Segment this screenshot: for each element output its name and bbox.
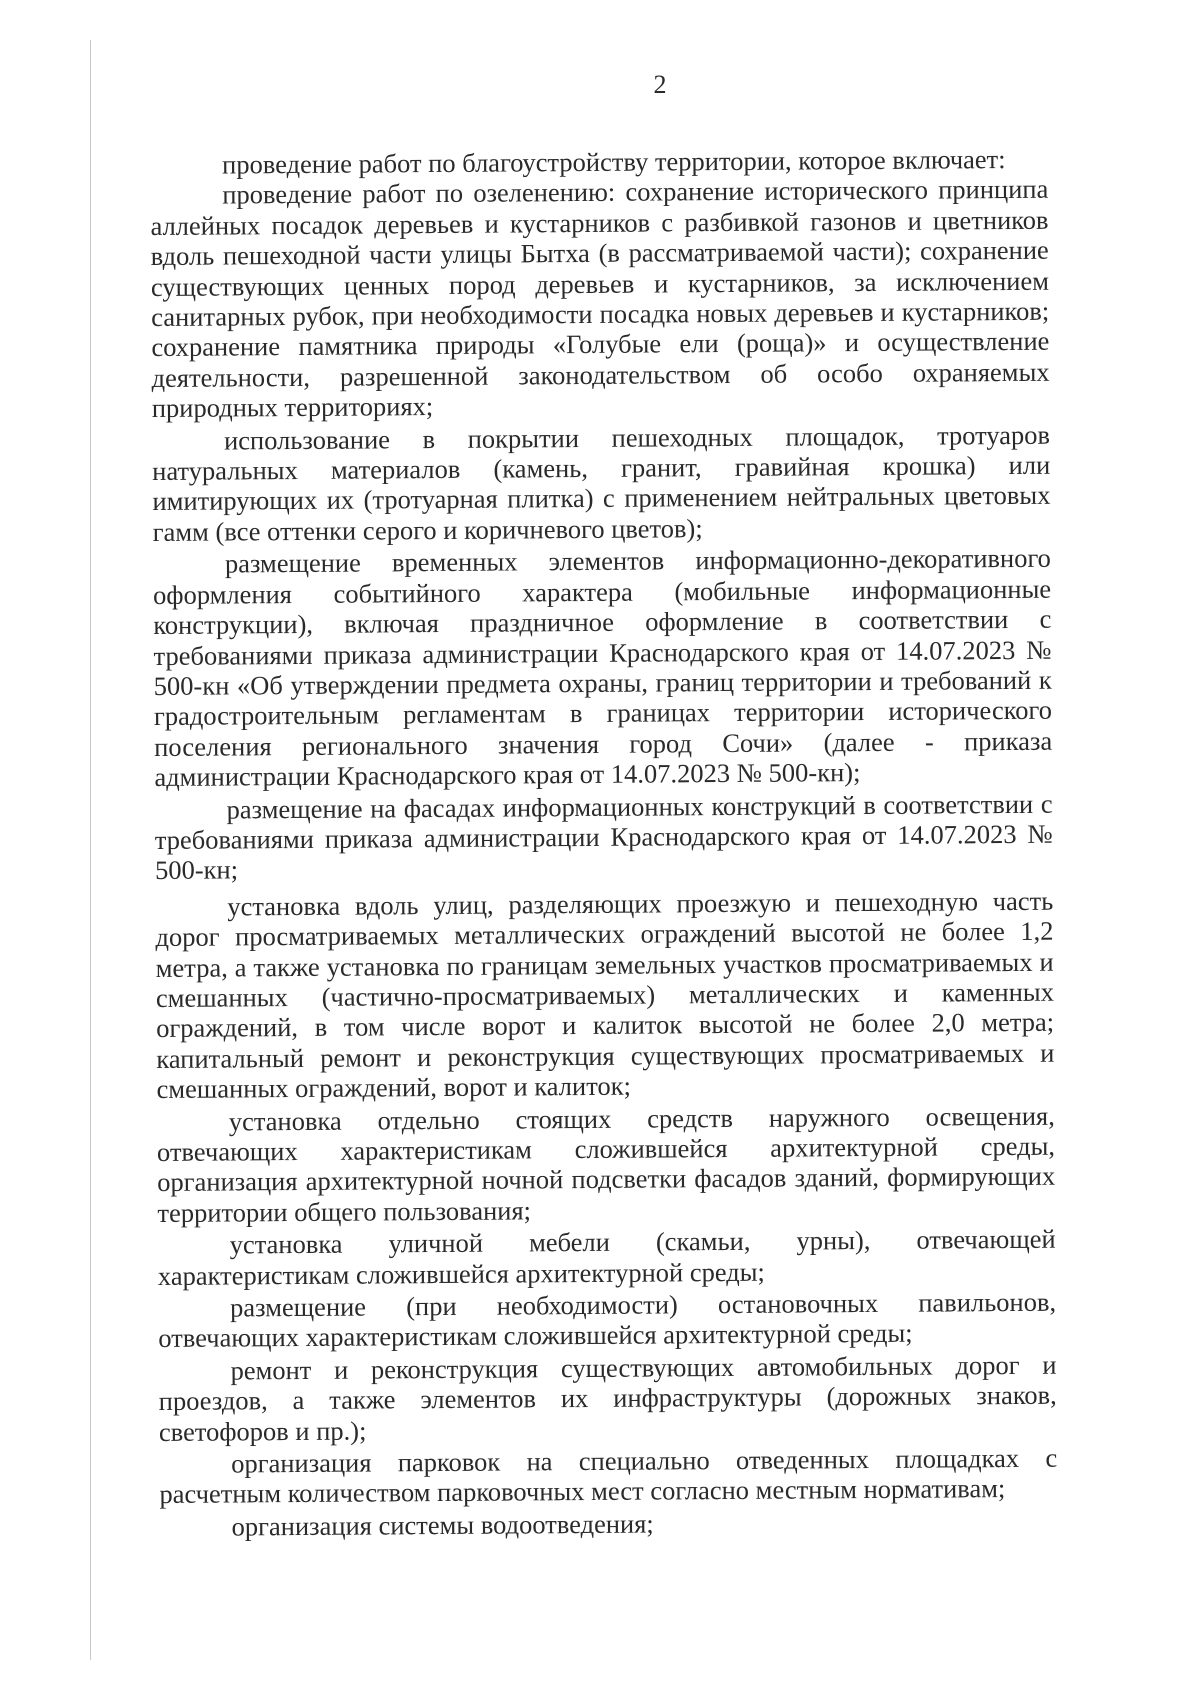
page-number: 2 <box>653 70 667 99</box>
paragraph-bus-stops: размещение (при необходимости) остановочных павильонов, отвечающих характеристикам сложившейся архитектурной среды; <box>158 1286 1057 1354</box>
paragraph-fences: установка вдоль улиц, разделяющих проезжую и пешеходную часть дорог просматриваемых металлических ограждений высотой не более 1,2 метра, а также установка по границам земельных участков просматриваемых и смешанных (частично-просматриваемых) металлических и каменных ограждений, в том числе ворот и калиток высотой не более 2,0 метра; капитальный ремонт и реконструкция существующих просматриваемых и смешанных ограждений, ворот и калиток; <box>155 885 1055 1105</box>
paragraph-street-furniture: установка уличной мебели (скамьи, урны), отвечающей характеристикам сложившейся архитектурной среды; <box>157 1223 1056 1291</box>
paragraph-landscaping: проведение работ по озеленению: сохранение исторического принципа аллейных посадок деревьев и кустарников с разбивкой газонов и цветников вдоль пешеходной части улицы Бытха (в рассматриваемой части); сохранение существующих ценных пород деревьев и кустарников, за исключением санитарных рубок, при необходимости посадка новых деревьев и кустарников; сохранение памятника природы «Голубые ели (роща)» и осуществление деятельности, разрешенной законодательством об особо охраняемых природных территориях; <box>150 174 1050 424</box>
paragraph-lighting: установка отдельно стоящих средств наружного освещения, отвечающих характеристикам сложившейся архитектурной среды, организация архитектурной ночной подсветки фасадов зданий, формирующих территории общего пользования; <box>156 1100 1056 1228</box>
paragraph-temporary-elements: размещение временных элементов информационно-декоративного оформления событийного характера (мобильные информационные конструкции), включая праздничное оформление в соответствии с требованиями приказа администрации Краснодарского края от 14.07.2023 № 500-кн «Об утверждении предмета охраны, границ территории и требований к градостроительным регламентам в границах территории исторического поселения регионального значения город Сочи» (далее - приказа администрации Краснодарского края от 14.07.2023 № 500-кн); <box>152 543 1053 793</box>
document-body <box>150 144 1058 1543</box>
paragraph-paving: использование в покрытии пешеходных площадок, тротуаров натуральных материалов (камень, гранит, гравийная крошка) или имитирующих их (тротуарная плитка) с применением нейтральных цветовых гамм (все оттенки серого и коричневого цветов); <box>152 419 1051 547</box>
paragraph-roads: ремонт и реконструкция существующих автомобильных дорог и проездов, а также элементов их инфраструктуры (дорожных знаков, светофоров и пр.); <box>158 1349 1057 1447</box>
paragraph-intro: проведение работ по благоустройству территории, которое включает: <box>221 144 1006 180</box>
paragraph-facade-signs: размещение на фасадах информационных конструкций в соответствии с требованиями приказа администрации Краснодарского края от 14.07.2023 № 500-кн; <box>154 788 1053 886</box>
paragraph-drainage: организация системы водоотведения; <box>231 1508 654 1542</box>
scan-margin-line <box>90 40 91 1660</box>
paragraph-parking: организация парковок на специально отведенных площадках с расчетным количеством парковочных мест согласно местным нормативам; <box>159 1442 1058 1510</box>
